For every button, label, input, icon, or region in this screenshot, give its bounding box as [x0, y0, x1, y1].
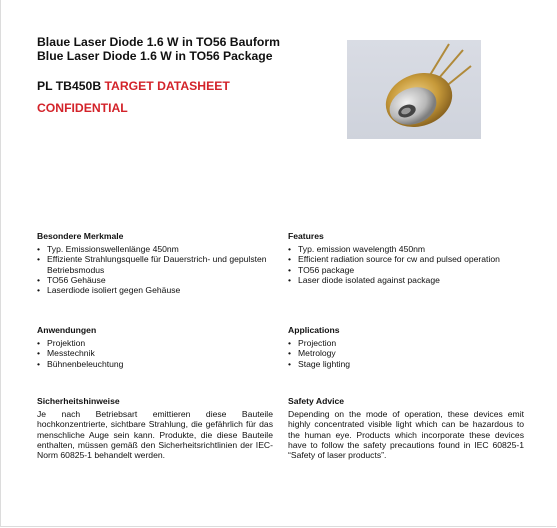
list-item: • Typ. Emissionswellenlänge 450nm	[37, 244, 273, 254]
list-item: • Metrology	[288, 348, 524, 358]
title-german: Blaue Laser Diode 1.6 W in TO56 Bauform	[37, 35, 280, 49]
heading-features-en: Features	[288, 231, 324, 241]
confidential-label: CONFIDENTIAL	[37, 101, 128, 115]
heading-safety-de: Sicherheitshinweise	[37, 396, 120, 406]
list-item: • Typ. emission wavelength 450nm	[288, 244, 524, 254]
paragraph-safety-en: Depending on the mode of operation, these devices emit highly concentrated visible light which can be hazardous to the human eye. Products which incorporate these devices have to follow the safety precautions found in IEC 60825-1 “Safety of laser products”.	[288, 409, 524, 461]
list-item: • Stage lighting	[288, 359, 524, 369]
title-english: Blue Laser Diode 1.6 W in TO56 Package	[37, 49, 273, 63]
list-item: • Messtechnik	[37, 348, 273, 358]
laser-diode-image	[347, 40, 481, 139]
part-number: PL TB450B	[37, 79, 102, 93]
heading-safety-en: Safety Advice	[288, 396, 345, 406]
list-item: • Laserdiode isoliert gegen Gehäuse	[37, 285, 273, 295]
doc-type: TARGET DATASHEET	[104, 79, 230, 93]
section-features-en	[288, 231, 524, 285]
section-safety-de	[37, 396, 273, 460]
list-item: • Efficient radiation source for cw and pulsed operation	[288, 254, 524, 264]
list-item: • Effiziente Strahlungsquelle für Dauerstrich- und gepulsten Betriebsmodus	[37, 254, 273, 274]
list-item: • Bühnenbeleuchtung	[37, 359, 273, 369]
title-block	[37, 35, 280, 63]
list-item: • Projektion	[37, 338, 273, 348]
heading-features-de: Besondere Merkmale	[37, 231, 124, 241]
section-features-de	[37, 231, 273, 295]
list-applications-en	[288, 338, 524, 369]
list-features-de	[37, 244, 273, 295]
list-applications-de	[37, 338, 273, 369]
list-item: • Projection	[288, 338, 524, 348]
heading-applications-de: Anwendungen	[37, 325, 97, 335]
part-number-line	[37, 79, 230, 93]
list-item: • TO56 Gehäuse	[37, 275, 273, 285]
product-photo	[347, 40, 481, 139]
list-item: • TO56 package	[288, 265, 524, 275]
heading-applications-en: Applications	[288, 325, 340, 335]
list-features-en	[288, 244, 524, 285]
section-safety-en	[288, 396, 524, 460]
section-applications-de	[37, 325, 273, 369]
list-item: • Laser diode isolated against package	[288, 275, 524, 285]
section-applications-en	[288, 325, 524, 369]
paragraph-safety-de: Je nach Betriebsart emittieren diese Bauteile hochkonzentrierte, sichtbare Strahlung, die gefährlich für das menschliche Auge sein kann. Produkte, die diese Bauteile enthalten, müssen gemäß den Sicherheitsrichtlinien der IEC-Norm 60825-1 behandelt werden.	[37, 409, 273, 461]
